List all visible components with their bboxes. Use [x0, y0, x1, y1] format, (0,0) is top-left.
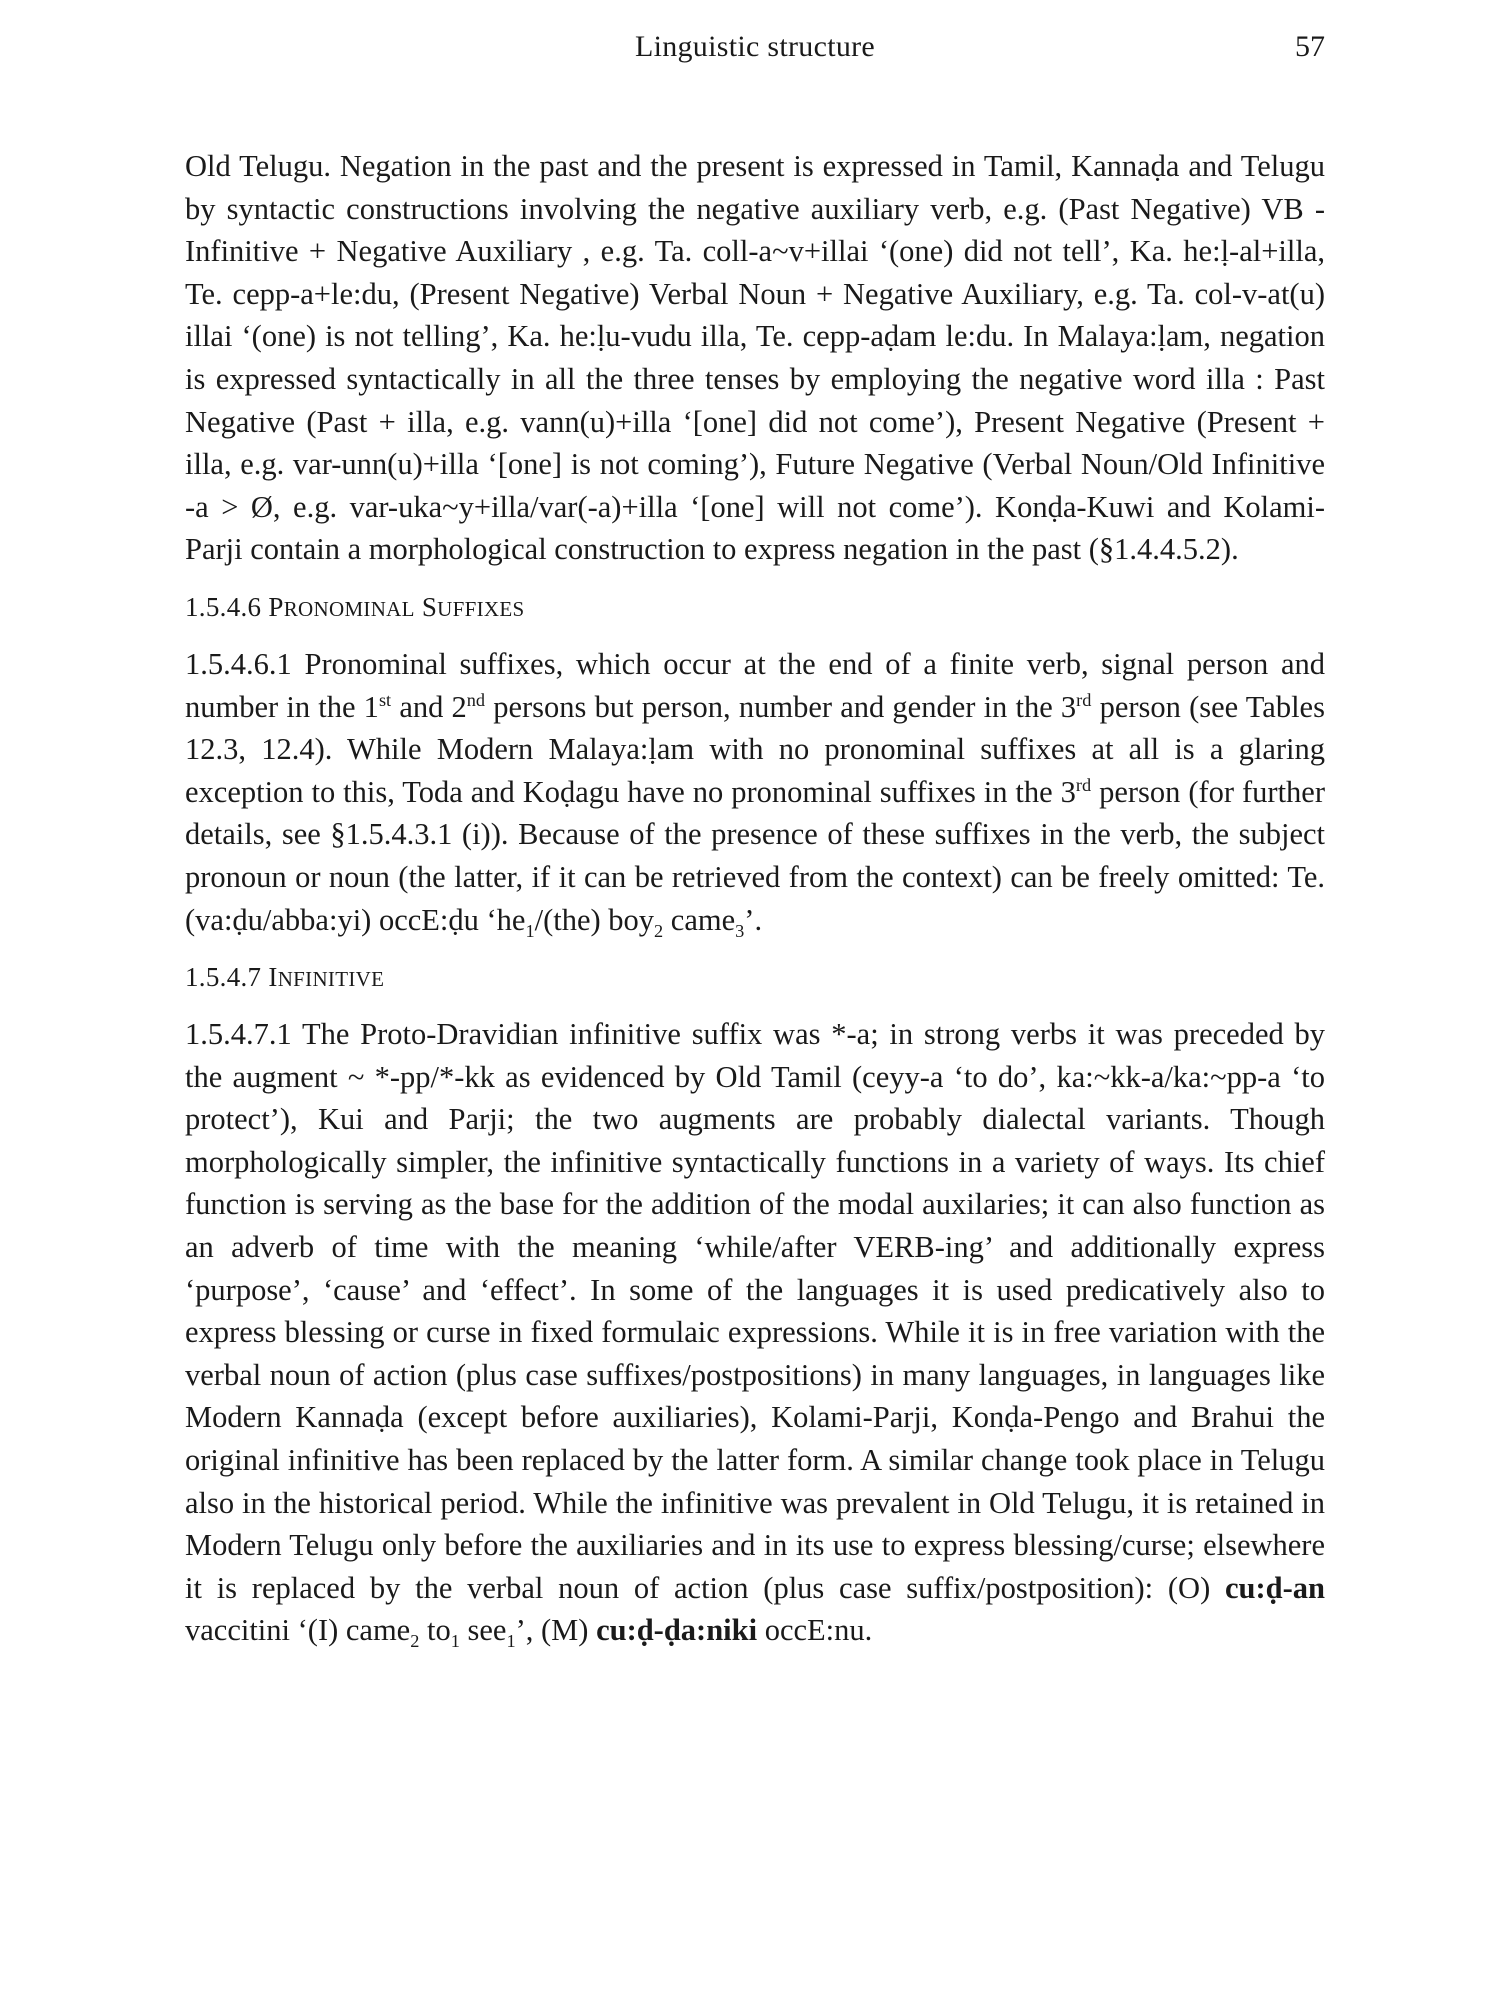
text-run: came: [663, 902, 736, 937]
section-heading-infinitive: [185, 955, 1325, 1001]
subscript: 1: [525, 920, 535, 941]
page-number: 57: [1295, 30, 1325, 63]
text-run: to: [419, 1613, 451, 1648]
subscript: 1: [506, 1631, 516, 1652]
spacer: [185, 941, 1325, 955]
text-run: person (see Tables 12.3, 12.4). While Modern Malaya:ḷam with no pronominal suffixes at all is a glaring exception to this, Toda and Koḍagu have no pronominal suffixes in the 3: [185, 689, 1325, 809]
negation-paragraph: Old Telugu. Negation in the past and the present is expressed in Tamil, Kannaḍa and Telugu by syntactic constructions involving the negative auxiliary verb, e.g. (Past Negative) VB - Infinitive + Negative Auxiliary , e.g. Ta. coll-a~v+illai ‘(one) did not tell’, Ka. he:ḷ-al+illa, Te. cepp-a+le:du, (Present Negative) Verbal Noun + Negative Auxiliary, e.g. Ta. col-v-at(u) illai ‘(one) is not telling’, Ka. he:ḷu-vudu illa, Te. cepp-aḍam le:du. In Malaya:ḷam, negation is expressed syntactically in all the three tenses by employing the negative word illa : Past Negative (Past + illa, e.g. vann(u)+illa ‘[one] did not come’), Present Negative (Present + illa, e.g. var-unn(u)+illa ‘[one] is not coming’), Future Negative (Verbal Noun/Old Infinitive -a > Ø, e.g. var-uka~y+illa/var(-a)+illa ‘[one] will not come’). Konḍa-Kuwi and Kolami-Parji contain a morphological construction to express negation in the past (§1.4.4.5.2).: [185, 149, 1325, 567]
running-head: [185, 30, 1325, 74]
running-title: Linguistic structure: [634, 30, 876, 63]
superscript: st: [378, 689, 392, 710]
text-run: 1.5.4.6.1 Pronominal suffixes, which occur at the end of a finite verb, signal person and number in the 1: [185, 646, 1325, 724]
heading-initial: S: [421, 591, 438, 622]
infinitive-paragraph: [185, 1013, 1325, 1652]
spacer: [185, 1001, 1325, 1013]
superscript: nd: [466, 689, 486, 710]
text-run: and 2: [391, 689, 467, 724]
superscript: rd: [1075, 774, 1092, 795]
heading-number: 1.5.4.6: [185, 591, 262, 622]
subscript: 2: [654, 920, 664, 941]
subscript: 2: [410, 1631, 420, 1652]
bold-example: cu:ḍ-ḍa:niki: [596, 1613, 758, 1648]
heading-initial: P: [268, 591, 284, 622]
bold-example: cu:ḍ-an: [1225, 1570, 1325, 1605]
text-run: persons but person, number and gender in the 3: [485, 689, 1077, 724]
spacer: [185, 631, 1325, 643]
page-body: [185, 145, 1325, 1652]
subscript: 3: [735, 920, 745, 941]
heading-smallcaps: UFFIXES: [437, 596, 525, 621]
subscript: 1: [450, 1631, 460, 1652]
heading-smallcaps: RONOMINAL: [283, 596, 415, 621]
text-run: see: [459, 1613, 507, 1648]
text-run: ’.: [744, 902, 763, 937]
text-run: /(the) boy: [534, 902, 655, 937]
spacer: [185, 571, 1325, 585]
heading-number: 1.5.4.7: [185, 962, 262, 993]
text-run: vaccitini ‘(I) came: [185, 1613, 411, 1648]
heading-initial: I: [268, 962, 278, 993]
superscript: rd: [1076, 689, 1092, 710]
pronominal-paragraph: [185, 643, 1325, 941]
text-run: occE:nu.: [757, 1613, 873, 1648]
text-run: 1.5.4.7.1 The Proto-Dravidian infinitive suffix was *-a; in strong verbs it was preceded by the augment ~ *-pp/*-kk as evidenced by Old Tamil (ceyy-a ‘to do’, ka:~kk-a/ka:~pp-a ‘to protect’), Kui and Parji; the two augments are probably dialectal variants. Though morphologically simpler, the infinitive syntactically functions in a variety of ways. Its chief function is serving as the base for the addition of the modal auxilaries; it can also function as an adverb of time with the meaning ‘while/after VERB-ing’ and additionally express ‘purpose’, ‘cause’ and ‘effect’. In some of the languages it is used predicatively also to express blessing or curse in fixed formulaic expressions. While it is in free variation with the verbal noun of action (plus case suffixes/postpositions) in many languages, in languages like Modern Kannaḍa (except before auxiliaries), Kolami-Parji, Konḍa-Pengo and Brahui the original infinitive has been replaced by the latter form. A similar change took place in Telugu also in the historical period. While the infinitive was prevalent in Old Telugu, it is retained in Modern Telugu only before the auxiliaries and in its use to express blessing/curse; elsewhere it is replaced by the verbal noun of action (plus case suffix/postposition): (O): [185, 1017, 1325, 1605]
heading-smallcaps: NFINITIVE: [277, 967, 385, 992]
text-run: ’, (M): [515, 1613, 597, 1648]
section-heading-pronominal-suffixes: [185, 585, 1325, 631]
text-run: person (for further details, see §1.5.4.3.1 (i)). Because of the presence of these suffixes in the verb, the subject pronoun or noun (the latter, if it can be retrieved from the context) can be freely omitted: Te. (va:ḍu/abba:yi) occE:ḍu ‘he: [185, 774, 1325, 937]
